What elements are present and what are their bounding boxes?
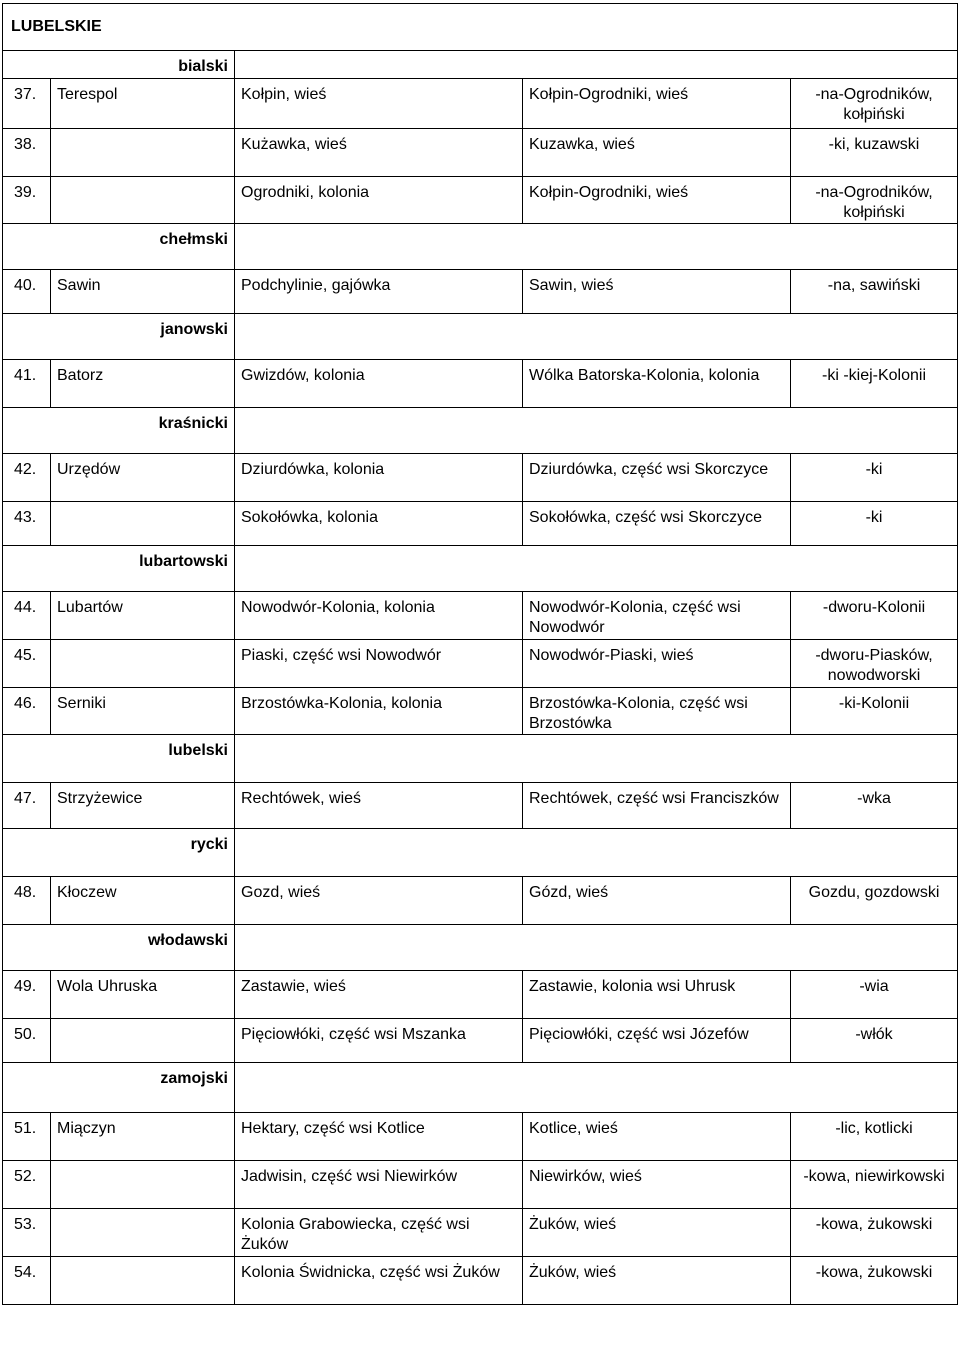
new-name-cell: Kotlice, wieś — [523, 1113, 791, 1161]
gmina-cell — [51, 640, 235, 688]
table-row — [3, 971, 958, 1019]
district-spacer — [235, 735, 958, 783]
new-name-cell: Brzostówka-Kolonia, część wsi Brzostówka — [523, 688, 791, 735]
district-row — [3, 925, 958, 971]
district-row — [3, 224, 958, 270]
current-name-cell: Rechtówek, wieś — [235, 783, 523, 829]
district-spacer — [235, 224, 958, 270]
current-name-cell: Podchylinie, gajówka — [235, 270, 523, 314]
table-row — [3, 129, 958, 177]
district-row — [3, 829, 958, 877]
current-name-cell: Zastawie, wieś — [235, 971, 523, 1019]
row-number: 46. — [3, 688, 51, 735]
row-number: 39. — [3, 177, 51, 224]
forms-cell: -lic, kotlicki — [791, 1113, 958, 1161]
current-name-cell: Kużawka, wieś — [235, 129, 523, 177]
table-row — [3, 877, 958, 925]
forms-cell: -dworu-Piasków, nowodworski — [791, 640, 958, 688]
new-name-cell: Nowodwór-Kolonia, część wsi Nowodwór — [523, 592, 791, 640]
current-name-cell: Kolonia Świdnicka, część wsi Żuków — [235, 1257, 523, 1305]
district-spacer — [235, 314, 958, 360]
gmina-cell — [51, 1209, 235, 1257]
current-name-cell: Gwizdów, kolonia — [235, 360, 523, 408]
district-name: zamojski — [3, 1063, 235, 1113]
new-name-cell: Kołpin-Ogrodniki, wieś — [523, 79, 791, 129]
row-number: 38. — [3, 129, 51, 177]
gmina-cell: Wola Uhruska — [51, 971, 235, 1019]
new-name-cell: Żuków, wieś — [523, 1257, 791, 1305]
new-name-cell: Gózd, wieś — [523, 877, 791, 925]
district-name: lubelski — [3, 735, 235, 783]
new-name-cell: Rechtówek, część wsi Franciszków — [523, 783, 791, 829]
current-name-cell: Jadwisin, część wsi Niewirków — [235, 1161, 523, 1209]
current-name-cell: Sokołówka, kolonia — [235, 502, 523, 546]
current-name-cell: Dziurdówka, kolonia — [235, 454, 523, 502]
district-name: bialski — [3, 51, 235, 79]
district-spacer — [235, 829, 958, 877]
table-row — [3, 1019, 958, 1063]
current-name-cell: Nowodwór-Kolonia, kolonia — [235, 592, 523, 640]
new-name-cell: Kuzawka, wieś — [523, 129, 791, 177]
forms-cell: -włók — [791, 1019, 958, 1063]
forms-cell: -wka — [791, 783, 958, 829]
table-row — [3, 79, 958, 129]
table-row — [3, 688, 958, 735]
row-number: 52. — [3, 1161, 51, 1209]
row-number: 50. — [3, 1019, 51, 1063]
gmina-cell: Batorz — [51, 360, 235, 408]
district-row — [3, 1063, 958, 1113]
row-number: 49. — [3, 971, 51, 1019]
region-row — [3, 4, 958, 51]
current-name-cell: Gozd, wieś — [235, 877, 523, 925]
district-spacer — [235, 408, 958, 454]
gmina-cell: Serniki — [51, 688, 235, 735]
forms-cell: -ki, kuzawski — [791, 129, 958, 177]
district-name: lubartowski — [3, 546, 235, 592]
district-name: włodawski — [3, 925, 235, 971]
forms-cell: -kowa, niewirkowski — [791, 1161, 958, 1209]
district-row — [3, 51, 958, 79]
row-number: 40. — [3, 270, 51, 314]
gmina-cell — [51, 502, 235, 546]
gmina-cell — [51, 177, 235, 224]
district-name: janowski — [3, 314, 235, 360]
table-row — [3, 360, 958, 408]
gmina-cell: Kłoczew — [51, 877, 235, 925]
gmina-cell: Sawin — [51, 270, 235, 314]
table-row — [3, 1113, 958, 1161]
district-spacer — [235, 1063, 958, 1113]
district-name: kraśnicki — [3, 408, 235, 454]
forms-cell: -ki — [791, 454, 958, 502]
row-number: 48. — [3, 877, 51, 925]
current-name-cell: Pięciowłóki, część wsi Mszanka — [235, 1019, 523, 1063]
forms-cell: -kowa, żukowski — [791, 1257, 958, 1305]
current-name-cell: Ogrodniki, kolonia — [235, 177, 523, 224]
forms-cell: -ki — [791, 502, 958, 546]
forms-cell: -ki-Kolonii — [791, 688, 958, 735]
table-row — [3, 1209, 958, 1257]
gmina-cell — [51, 129, 235, 177]
forms-cell: -wia — [791, 971, 958, 1019]
table-row — [3, 1161, 958, 1209]
forms-cell: -na, sawiński — [791, 270, 958, 314]
district-row — [3, 408, 958, 454]
row-number: 44. — [3, 592, 51, 640]
row-number: 41. — [3, 360, 51, 408]
row-number: 54. — [3, 1257, 51, 1305]
gmina-cell — [51, 1019, 235, 1063]
new-name-cell: Pięciowłóki, część wsi Józefów — [523, 1019, 791, 1063]
table-row — [3, 640, 958, 688]
table-row — [3, 454, 958, 502]
current-name-cell: Brzostówka-Kolonia, kolonia — [235, 688, 523, 735]
district-name: rycki — [3, 829, 235, 877]
row-number: 42. — [3, 454, 51, 502]
table-row — [3, 270, 958, 314]
table-row — [3, 177, 958, 224]
new-name-cell: Żuków, wieś — [523, 1209, 791, 1257]
district-name: chełmski — [3, 224, 235, 270]
row-number: 37. — [3, 79, 51, 129]
current-name-cell: Hektary, część wsi Kotlice — [235, 1113, 523, 1161]
forms-cell: -ki -kiej-Kolonii — [791, 360, 958, 408]
forms-cell: -na-Ogrodników, kołpiński — [791, 79, 958, 129]
names-table — [2, 3, 958, 1305]
gmina-cell: Strzyżewice — [51, 783, 235, 829]
gmina-cell — [51, 1161, 235, 1209]
row-number: 51. — [3, 1113, 51, 1161]
row-number: 47. — [3, 783, 51, 829]
new-name-cell: Wólka Batorska-Kolonia, kolonia — [523, 360, 791, 408]
row-number: 53. — [3, 1209, 51, 1257]
current-name-cell: Kołpin, wieś — [235, 79, 523, 129]
new-name-cell: Kołpin-Ogrodniki, wieś — [523, 177, 791, 224]
new-name-cell: Dziurdówka, część wsi Skorczyce — [523, 454, 791, 502]
row-number: 45. — [3, 640, 51, 688]
forms-cell: -na-Ogrodników, kołpiński — [791, 177, 958, 224]
table-row — [3, 502, 958, 546]
table-row — [3, 1257, 958, 1305]
gmina-cell: Miączyn — [51, 1113, 235, 1161]
current-name-cell: Piaski, część wsi Nowodwór — [235, 640, 523, 688]
new-name-cell: Niewirków, wieś — [523, 1161, 791, 1209]
gmina-cell — [51, 1257, 235, 1305]
gmina-cell: Urzędów — [51, 454, 235, 502]
row-number: 43. — [3, 502, 51, 546]
gmina-cell: Lubartów — [51, 592, 235, 640]
region-title: LUBELSKIE — [3, 4, 958, 51]
new-name-cell: Nowodwór-Piaski, wieś — [523, 640, 791, 688]
new-name-cell: Sokołówka, część wsi Skorczyce — [523, 502, 791, 546]
table-row — [3, 783, 958, 829]
district-row — [3, 546, 958, 592]
new-name-cell: Sawin, wieś — [523, 270, 791, 314]
table-row — [3, 592, 958, 640]
gmina-cell: Terespol — [51, 79, 235, 129]
new-name-cell: Zastawie, kolonia wsi Uhrusk — [523, 971, 791, 1019]
district-spacer — [235, 925, 958, 971]
district-row — [3, 314, 958, 360]
forms-cell: -dworu-Kolonii — [791, 592, 958, 640]
district-row — [3, 735, 958, 783]
forms-cell: -kowa, żukowski — [791, 1209, 958, 1257]
district-spacer — [235, 51, 958, 79]
current-name-cell: Kolonia Grabowiecka, część wsi Żuków — [235, 1209, 523, 1257]
district-spacer — [235, 546, 958, 592]
forms-cell: Gozdu, gozdowski — [791, 877, 958, 925]
